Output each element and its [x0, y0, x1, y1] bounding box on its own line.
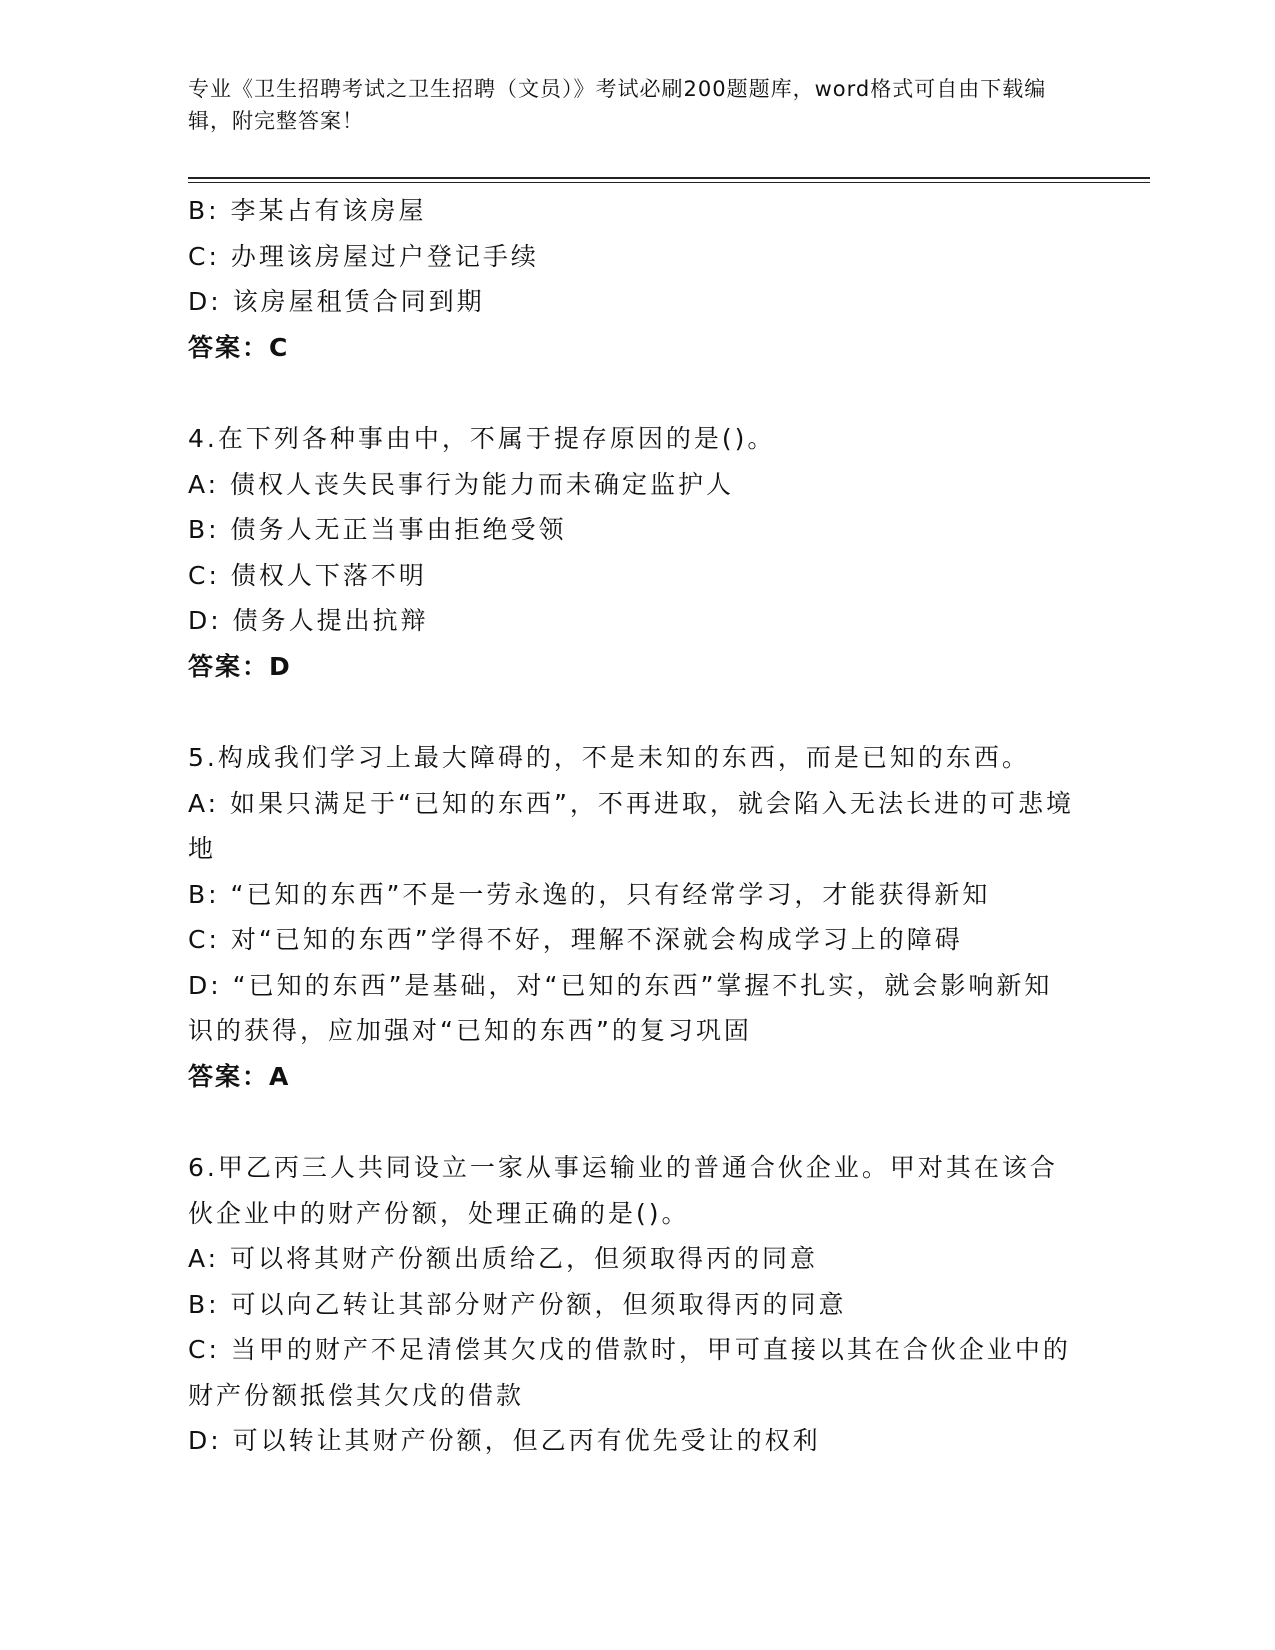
question-list: [188, 188, 1078, 1464]
answer: 答案：A: [188, 1061, 291, 1091]
option-d: D: 该房屋租赁合同到期: [188, 287, 485, 316]
option-b: B: 李某占有该房屋: [188, 196, 427, 225]
option-c: C: 当甲的财产不足清偿其欠戊的借款时，甲可直接以其在合伙企业中的财产份额抵偿其欠戊的借款: [188, 1335, 1071, 1410]
option-c: C: 对“已知的东西”学得不好，理解不深就会构成学习上的障碍: [188, 925, 963, 954]
option-b: B: “已知的东西”不是一劳永逸的，只有经常学习，才能获得新知: [188, 879, 991, 909]
option-c: C: 办理该房屋过户登记手续: [188, 241, 539, 271]
header-divider-thin: [188, 182, 1150, 183]
question-stem: 4.在下列各种事由中，不属于提存原因的是()。: [188, 424, 776, 453]
question-stem: 5.构成我们学习上最大障碍的，不是未知的东西，而是已知的东西。: [188, 743, 1030, 772]
answer: 答案：C: [188, 332, 290, 362]
page-header: 专业《卫生招聘考试之卫生招聘（文员）》考试必刷200题题库，word格式可自由下载编辑，附完整答案！: [188, 77, 1047, 133]
question-6: [188, 1145, 1078, 1464]
question-stem: 6.甲乙丙三人共同设立一家从事运输业的普通合伙企业。甲对其在该合伙企业中的财产份额，处理正确的是()。: [188, 1153, 1058, 1228]
option-a: A: 可以将其财产份额出质给乙，但须取得丙的同意: [188, 1244, 819, 1273]
option-d: D: 可以转让其财产份额，但乙丙有优先受让的权利: [188, 1426, 821, 1455]
option-d: D: “已知的东西”是基础，对“已知的东西”掌握不扎实，就会影响新知识的获得，应加强对“已知的东西”的复习巩固: [188, 970, 1053, 1045]
option-b: B: 债务人无正当事由拒绝受领: [188, 515, 567, 544]
option-a: A: 如果只满足于“已知的东西”，不再进取，就会陷入无法长进的可悲境地: [188, 788, 1074, 863]
option-d: D: 债务人提出抗辩: [188, 606, 429, 635]
question-3-tail: [188, 188, 1078, 370]
question-4: [188, 416, 1078, 689]
answer: 答案：D: [188, 651, 292, 681]
option-b: B: 可以向乙转让其部分财产份额，但须取得丙的同意: [188, 1289, 847, 1319]
option-c: C: 债权人下落不明: [188, 560, 427, 590]
question-5: [188, 735, 1078, 1099]
header-divider-thick: [188, 177, 1150, 179]
option-a: A: 债权人丧失民事行为能力而未确定监护人: [188, 469, 735, 499]
